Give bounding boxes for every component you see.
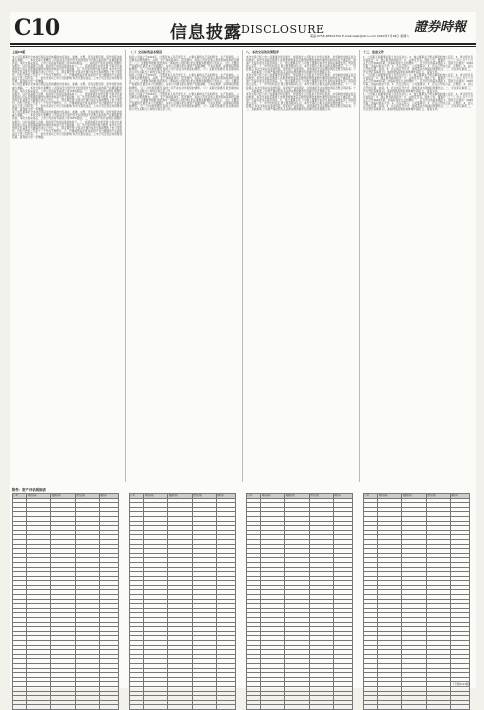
table-cell <box>364 705 378 710</box>
appendix-table <box>363 493 470 710</box>
newspaper-page <box>10 12 476 688</box>
table-cell <box>27 705 51 710</box>
column-text: 本公司及董事会全体成员保证信息披露的内容真实、准确、完整，没有虚假记载、误导性陈述或重大遗漏。一、本次交易方案概述 公司拟以发行股份及支付现金的方式购买标的资产并募集配套资金。本次交易完成后，上市公司将持有标的公司100%股权。二、标的资产的评估情况 根据评估报告，以评估基准日为准，标的资产的评估值具体如下。三、业绩承诺及补偿安排 交易对方承诺标的公司在业绩承诺期内实现的净利润不低于承诺数。四、发行股份的价格与数量 本次发行股份的定价基准日为董事会决议公告日。五、锁定期安排 交易对方通过本次交易取得的上市公司股份，自发行结束之日起十二个月内不得转让。六、过渡期损益安排 标的资产在过渡期内产生的收益归上市公司所有。七、本次交易对上市公司的影响 本次交易完成后，上市公司主营业务将得到拓展，盈利能力进一步增强。 <box>12 55 122 84</box>
section-title: 信息披露 <box>170 23 242 43</box>
article-column-2 <box>129 50 239 482</box>
table-cell <box>51 705 75 710</box>
article-columns <box>10 50 476 482</box>
masthead-rule-thin <box>10 46 476 47</box>
table-cell <box>216 705 235 710</box>
article-column-4 <box>363 50 473 482</box>
table-header-cell: 账面价值 <box>51 494 75 499</box>
table-header-cell: 项目名称 <box>27 494 51 499</box>
table-header-cell: 评估价值 <box>75 494 99 499</box>
article-column-1 <box>12 50 122 482</box>
table-cell <box>75 705 99 710</box>
column-heading: 上接C9版 <box>12 50 26 54</box>
column-divider <box>242 50 243 482</box>
appendix-tables <box>10 487 476 685</box>
column-heading: （二）交易标的基本情况 <box>129 50 163 54</box>
table-header-cell: 序号 <box>13 494 27 499</box>
column-text: 标的公司成立于2010年，注册资本人民币壹亿元，主要从事相关产品的研发、生产和销售。公司拥有完整的研发、采购、生产和销售体系。报告期内，标的公司营业收入和净利润保持稳定增长。（三）主要财务数据 最近两年一期标的公司经审计的主要财务数据如下表所示。（四）主要资产权属状况 截至本公告披露日，标的公司拥有的主要资产权属清晰，不存在抵押、质押等权利限制情形。（五）对外担保情况 标的公司不存在对外担保的情形。（六）关联交易情况 报告期内标的公司与关联方之间的交易定价公允。 <box>129 55 239 75</box>
table-row <box>247 705 353 710</box>
continued-note: （下转C11版） <box>451 682 472 686</box>
table-cell <box>99 705 118 710</box>
table-cell <box>450 705 469 710</box>
table-cell <box>144 705 168 710</box>
table-cell <box>192 705 216 710</box>
table-cell <box>168 705 192 710</box>
masthead-meta: 電話:0755-83501750 E-mail:zqsb@stcn.com 2020年7月18日 星期六 <box>310 34 410 38</box>
table-cell <box>402 705 426 710</box>
table-cell <box>13 705 27 710</box>
table-header-cell: 账面价值 <box>285 494 309 499</box>
article-column-3 <box>246 50 356 482</box>
table-row <box>130 705 236 710</box>
masthead-rule <box>10 43 476 45</box>
table-header-cell: 增值率 <box>450 494 469 499</box>
column-divider <box>125 50 126 482</box>
table-row <box>364 705 470 710</box>
column-heading: 八、本次交易的决策程序 <box>246 50 280 54</box>
table-header-cell: 增值率 <box>99 494 118 499</box>
column-text: 标的公司成立于2010年，注册资本人民币壹亿元，主要从事相关产品的研发、生产和销售。公司拥有完整的研发、采购、生产和销售体系。报告期内，标的公司营业收入和净利润保持稳定增长。（三）主要财务数据 最近两年一期标的公司经审计的主要财务数据如下表所示。（四）主要资产权属状况 截至本公告披露日，标的公司拥有的主要资产权属清晰，不存在抵押、质押等权利限制情形。（五）对外担保情况 标的公司不存在对外担保的情形。（六）关联交易情况 报告期内标的公司与关联方之间的交易定价公允。 <box>129 92 239 112</box>
table-header-cell: 项目名称 <box>261 494 285 499</box>
table-header-cell: 序号 <box>130 494 144 499</box>
table-cell <box>130 705 144 710</box>
table-cell <box>285 705 309 710</box>
column-text: 1、公司第五届董事会第十次会议决议；2、独立董事关于相关事项的独立意见；3、审计报告及评估报告；4、独立财务顾问报告；5、法律意见书。特此公告。董事会 二〇二〇年七月十八日 关于召开2020年第二次临时股东大会的通知 一、召开会议的基本情况 1、股东大会届次：2020年第二次临时股东大会。2、会议召集人：公司董事会。3、会议召开的合法、合规性。4、会议召开的日期、时间。5、会议的召开方式：现场表决与网络投票相结合。二、会议审议事项 三、会议登记等事项 四、参加网络投票的具体操作流程 五、备查文件。 <box>363 74 473 93</box>
table-header-cell: 项目名称 <box>378 494 402 499</box>
table-cell <box>247 705 261 710</box>
table-row <box>13 705 119 710</box>
column-text: 本次交易已经上市公司董事会审议通过，尚需提交公司股东大会审议批准，并需取得中国证监会的核准。本次交易能否取得上述批准或核准以及最终取得批准或核准的时间均存在不确定性，提请广大投资者注意投资风险。九、独立董事意见 公司独立董事对本次交易相关事项发表了同意的独立意见。十、中介机构意见 独立财务顾问认为，本次交易符合相关法律法规的规定。十一、风险提示 本次交易存在审批风险、标的资产估值风险、业绩承诺无法实现的风险及整合风险等。十二、其他事项 公司将严格按照有关法律法规的要求及时履行信息披露义务。 <box>246 92 356 112</box>
column-text: 1、公司第五届董事会第十次会议决议；2、独立董事关于相关事项的独立意见；3、审计报告及评估报告；4、独立财务顾问报告；5、法律意见书。特此公告。董事会 二〇二〇年七月十八日 关于召开2020年第二次临时股东大会的通知 一、召开会议的基本情况 1、股东大会届次：2020年第二次临时股东大会。2、会议召集人：公司董事会。3、会议召开的合法、合规性。4、会议召开的日期、时间。5、会议的召开方式：现场表决与网络投票相结合。二、会议审议事项 三、会议登记等事项 四、参加网络投票的具体操作流程 五、备查文件。 <box>363 92 473 112</box>
table-header-cell: 评估价值 <box>309 494 333 499</box>
table-header-cell: 账面价值 <box>402 494 426 499</box>
table-header-cell: 序号 <box>364 494 378 499</box>
table-header-cell: 账面价值 <box>168 494 192 499</box>
table-header-cell: 序号 <box>247 494 261 499</box>
column-divider <box>359 50 360 482</box>
column-text: 本公司及董事会全体成员保证信息披露的内容真实、准确、完整，没有虚假记载、误导性陈述或重大遗漏。一、本次交易方案概述 公司拟以发行股份及支付现金的方式购买标的资产并募集配套资金。本次交易完成后，上市公司将持有标的公司100%股权。二、标的资产的评估情况 根据评估报告，以评估基准日为准，标的资产的评估值具体如下。三、业绩承诺及补偿安排 交易对方承诺标的公司在业绩承诺期内实现的净利润不低于承诺数。四、发行股份的价格与数量 本次发行股份的定价基准日为董事会决议公告日。五、锁定期安排 交易对方通过本次交易取得的上市公司股份，自发行结束之日起十二个月内不得转让。六、过渡期损益安排 标的资产在过渡期内产生的收益归上市公司所有。七、本次交易对上市公司的影响 本次交易完成后，上市公司主营业务将得到拓展，盈利能力进一步增强。 <box>12 111 122 140</box>
appendix-table <box>129 493 236 710</box>
column-text: 1、公司第五届董事会第十次会议决议；2、独立董事关于相关事项的独立意见；3、审计报告及评估报告；4、独立财务顾问报告；5、法律意见书。特此公告。董事会 二〇二〇年七月十八日 关于召开2020年第二次临时股东大会的通知 一、召开会议的基本情况 1、股东大会届次：2020年第二次临时股东大会。2、会议召集人：公司董事会。3、会议召开的合法、合规性。4、会议召开的日期、时间。5、会议的召开方式：现场表决与网络投票相结合。二、会议审议事项 三、会议登记等事项 四、参加网络投票的具体操作流程 五、备查文件。 <box>363 55 473 75</box>
table-cell <box>333 705 352 710</box>
table-cell <box>309 705 333 710</box>
column-heading: 十三、备查文件 <box>363 50 385 54</box>
section-title-en: DISCLOSURE <box>241 23 325 36</box>
appendix-table <box>246 493 353 710</box>
masthead <box>10 12 476 42</box>
page-code: C10 <box>14 15 60 41</box>
table-header-cell: 项目名称 <box>144 494 168 499</box>
table-header-cell: 增值率 <box>216 494 235 499</box>
table-header-cell: 增值率 <box>333 494 352 499</box>
table-cell <box>426 705 450 710</box>
column-text: 本次交易已经上市公司董事会审议通过，尚需提交公司股东大会审议批准，并需取得中国证监会的核准。本次交易能否取得上述批准或核准以及最终取得批准或核准的时间均存在不确定性，提请广大投资者注意投资风险。九、独立董事意见 公司独立董事对本次交易相关事项发表了同意的独立意见。十、中介机构意见 独立财务顾问认为，本次交易符合相关法律法规的规定。十一、风险提示 本次交易存在审批风险、标的资产估值风险、业绩承诺无法实现的风险及整合风险等。十二、其他事项 公司将严格按照有关法律法规的要求及时履行信息披露义务。 <box>246 55 356 75</box>
table-header-cell: 评估价值 <box>426 494 450 499</box>
column-text: 标的公司成立于2010年，注册资本人民币壹亿元，主要从事相关产品的研发、生产和销售。公司拥有完整的研发、采购、生产和销售体系。报告期内，标的公司营业收入和净利润保持稳定增长。（三）主要财务数据 最近两年一期标的公司经审计的主要财务数据如下表所示。（四）主要资产权属状况 截至本公告披露日，标的公司拥有的主要资产权属清晰，不存在抵押、质押等权利限制情形。（五）对外担保情况 标的公司不存在对外担保的情形。（六）关联交易情况 报告期内标的公司与关联方之间的交易定价公允。 <box>129 74 239 93</box>
table-header-cell: 评估价值 <box>192 494 216 499</box>
table-cell <box>261 705 285 710</box>
newspaper-logo: 證券時報 <box>414 20 467 35</box>
appendix-title: 附件：资产评估明细表 <box>12 488 46 492</box>
appendix-table <box>12 493 119 710</box>
table-cell <box>378 705 402 710</box>
column-text: 本次交易已经上市公司董事会审议通过，尚需提交公司股东大会审议批准，并需取得中国证监会的核准。本次交易能否取得上述批准或核准以及最终取得批准或核准的时间均存在不确定性，提请广大投资者注意投资风险。九、独立董事意见 公司独立董事对本次交易相关事项发表了同意的独立意见。十、中介机构意见 独立财务顾问认为，本次交易符合相关法律法规的规定。十一、风险提示 本次交易存在审批风险、标的资产估值风险、业绩承诺无法实现的风险及整合风险等。十二、其他事项 公司将严格按照有关法律法规的要求及时履行信息披露义务。 <box>246 74 356 93</box>
column-text: 本公司及董事会全体成员保证信息披露的内容真实、准确、完整，没有虚假记载、误导性陈述或重大遗漏。一、本次交易方案概述 公司拟以发行股份及支付现金的方式购买标的资产并募集配套资金。本次交易完成后，上市公司将持有标的公司100%股权。二、标的资产的评估情况 根据评估报告，以评估基准日为准，标的资产的评估值具体如下。三、业绩承诺及补偿安排 交易对方承诺标的公司在业绩承诺期内实现的净利润不低于承诺数。四、发行股份的价格与数量 本次发行股份的定价基准日为董事会决议公告日。五、锁定期安排 交易对方通过本次交易取得的上市公司股份，自发行结束之日起十二个月内不得转让。六、过渡期损益安排 标的资产在过渡期内产生的收益归上市公司所有。七、本次交易对上市公司的影响 本次交易完成后，上市公司主营业务将得到拓展，盈利能力进一步增强。 <box>12 83 122 112</box>
